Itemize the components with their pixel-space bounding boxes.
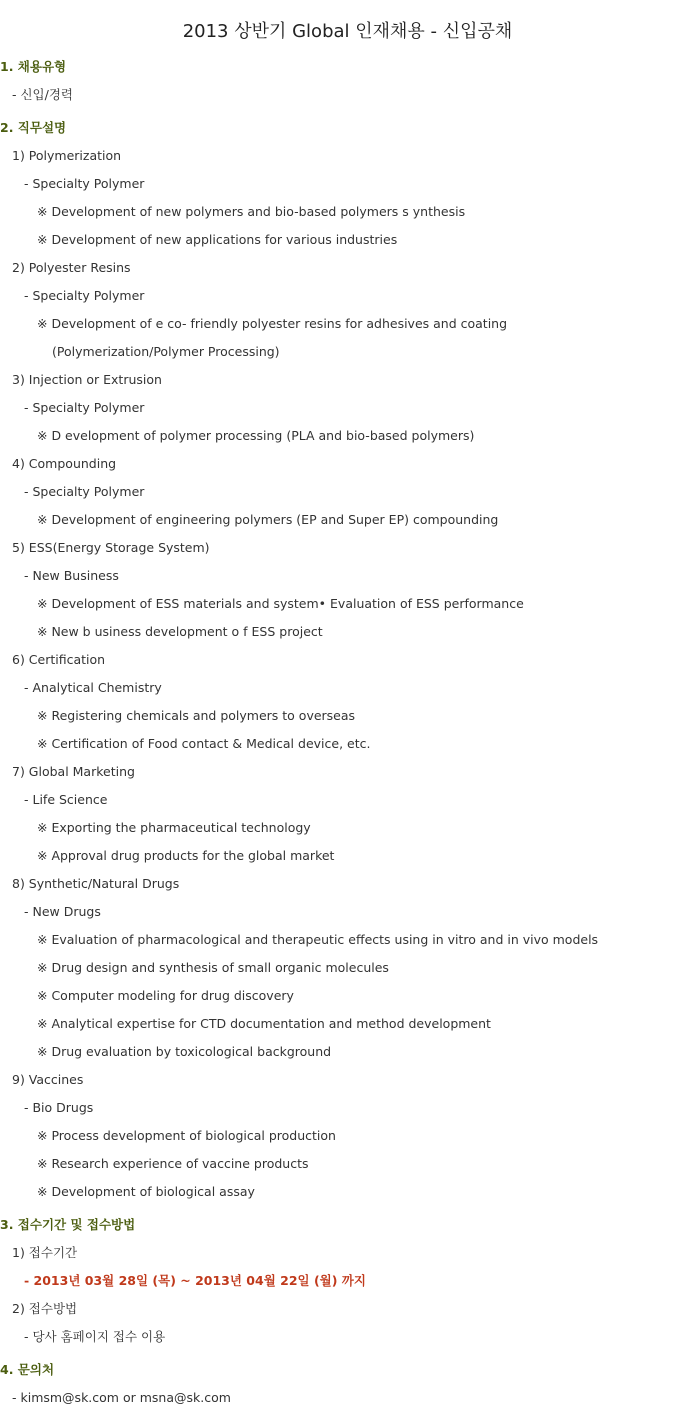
section-heading: 1. 채용유형 xyxy=(0,59,67,74)
detail-item: ※ Analytical expertise for CTD documentation and method development xyxy=(37,1016,491,1031)
detail-item: ※ Approval drug products for the global market xyxy=(37,848,335,863)
detail-item: ※ D evelopment of polymer processing (PLA and bio-based polymers) xyxy=(37,428,475,443)
detail-item: ※ Exporting the pharmaceutical technology xyxy=(37,820,311,835)
sub-item: - New Business xyxy=(24,568,119,583)
detail-item: ※ Research experience of vaccine products xyxy=(37,1156,309,1171)
detail-item: ※ Registering chemicals and polymers to overseas xyxy=(37,708,356,723)
sub-item: - Specialty Polymer xyxy=(24,176,145,191)
sub-item: - Bio Drugs xyxy=(24,1100,94,1115)
list-item: 4) Compounding xyxy=(12,456,117,471)
section-heading: 4. 문의처 xyxy=(0,1362,55,1377)
list-item: 5) ESS(Energy Storage System) xyxy=(12,540,210,555)
detail-item: ※ Drug design and synthesis of small organic molecules xyxy=(37,960,389,975)
list-item: 9) Vaccines xyxy=(12,1072,84,1087)
list-item: 2) 접수방법 xyxy=(12,1301,78,1316)
detail-item: ※ Development of e co- friendly polyester resins for adhesives and coating xyxy=(37,316,508,331)
sub-item: - Specialty Polymer xyxy=(24,400,145,415)
list-item: 6) Certification xyxy=(12,652,106,667)
sub-item: - Analytical Chemistry xyxy=(24,680,162,695)
detail-item: ※ Development of biological assay xyxy=(37,1184,255,1199)
sub-item: - Specialty Polymer xyxy=(24,288,145,303)
list-item: 1) 접수기간 xyxy=(12,1245,78,1260)
sub-item: - 당사 홈페이지 접수 이용 xyxy=(24,1329,166,1344)
page-title: 2013 상반기 Global 인재채용 - 신입공채 xyxy=(182,21,513,42)
detail-item: ※ Development of engineering polymers (EP and Super EP) compounding xyxy=(37,512,499,527)
section-heading: 3. 접수기간 및 접수방법 xyxy=(0,1217,136,1232)
detail-item: ※ Certification of Food contact & Medical device, etc. xyxy=(37,736,371,751)
detail-item: ※ New b usiness development o f ESS project xyxy=(37,624,323,639)
detail-item: ※ Drug evaluation by toxicological background xyxy=(37,1044,332,1059)
detail-item: ※ Process development of biological production xyxy=(37,1128,336,1143)
detail-item: ※ Development of new applications for various industries xyxy=(37,232,398,247)
list-item: 1) Polymerization xyxy=(12,148,122,163)
sub-item: - Life Science xyxy=(24,792,108,807)
list-item: - 신입/경력 xyxy=(12,87,73,102)
detail-continuation: (Polymerization/Polymer Processing) xyxy=(52,344,280,359)
detail-item: ※ Computer modeling for drug discovery xyxy=(37,988,294,1003)
detail-item: ※ Evaluation of pharmacological and therapeutic effects using in vitro and in vivo models xyxy=(37,932,599,947)
list-item: - kimsm@sk.com or msna@sk.com xyxy=(12,1390,231,1405)
period-highlight: - 2013년 03월 28일 (목) ~ 2013년 04월 22일 (월) 까지 xyxy=(24,1273,366,1288)
detail-item: ※ Development of ESS materials and system• Evaluation of ESS performance xyxy=(37,596,524,611)
list-item: 7) Global Marketing xyxy=(12,764,135,779)
section-heading: 2. 직무설명 xyxy=(0,120,67,135)
list-item: 3) Injection or Extrusion xyxy=(12,372,162,387)
list-item: 2) Polyester Resins xyxy=(12,260,131,275)
sub-item: - New Drugs xyxy=(24,904,101,919)
sub-item: - Specialty Polymer xyxy=(24,484,145,499)
detail-item: ※ Development of new polymers and bio-based polymers s ynthesis xyxy=(37,204,466,219)
list-item: 8) Synthetic/Natural Drugs xyxy=(12,876,180,891)
